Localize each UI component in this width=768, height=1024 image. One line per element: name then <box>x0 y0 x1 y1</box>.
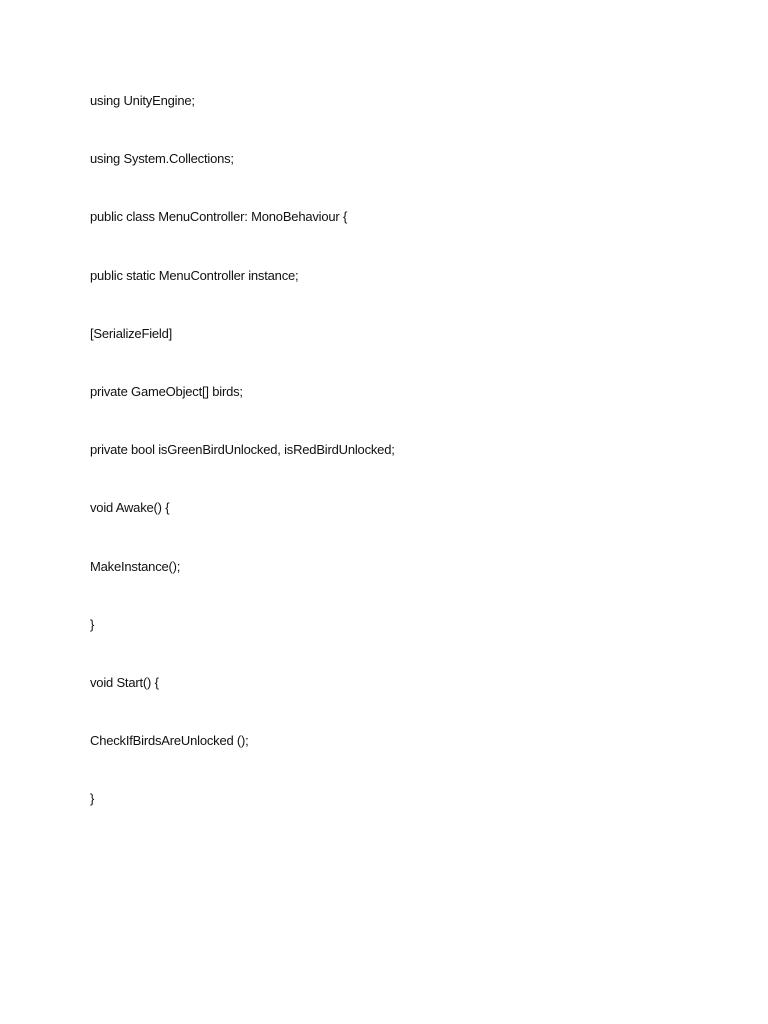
code-listing <box>90 92 395 848</box>
code-line-using-system-collections: using System.Collections; <box>90 151 234 167</box>
code-line-serializefield-attribute: [SerializeField] <box>90 325 173 341</box>
code-line-unlocked-flags: private bool isGreenBirdUnlocked, isRedBirdUnlocked; <box>90 442 395 458</box>
code-line-awake-method: void Awake() { <box>90 500 170 516</box>
code-line-class-declaration: public class MenuController: MonoBehaviour { <box>90 209 348 225</box>
code-line-close-brace-final: } <box>90 791 95 807</box>
code-line-using-unityengine: using UnityEngine; <box>90 93 195 108</box>
code-line-check-birds-call: CheckIfBirdsAreUnlocked (); <box>90 733 249 749</box>
code-line-close-brace: } <box>90 616 95 632</box>
code-line-birds-field: private GameObject[] birds; <box>90 383 243 399</box>
code-line-make-instance-call: MakeInstance(); <box>90 558 181 574</box>
code-line-instance-field: public static MenuController instance; <box>90 267 299 283</box>
code-line-start-method: void Start() { <box>90 674 159 690</box>
